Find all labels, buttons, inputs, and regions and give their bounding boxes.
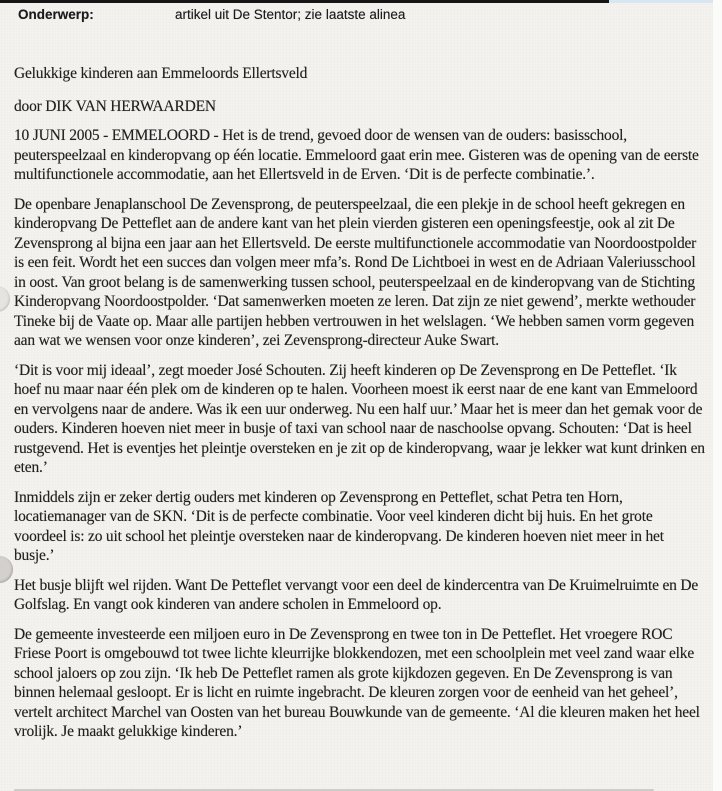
article-paragraph-1: 10 JUNI 2005 - EMMELOORD - Het is de trend, gevoed door de wensen van de ouders: basisschool, peuterspeelzaal en kinderopvang op één locatie. Emmeloord gaat erin mee. Gisteren was de opening van de eerste multifunctionele accommodatie, aan het Ellertsveld in de Erven. ‘Dit is de perfecte combinatie.’. [14,127,699,183]
article-paragraph-3: ‘Dit is voor mij ideaal’, zegt moeder José Schouten. Zij heeft kinderen op De Zevensprong en De Petteflet. ‘Ik hoef nu maar naar één plek om de kinderen op te halen. Voorheen moest ik eerst naar de ene kant van Emmeloord en vervolgens naar de andere. Was ik een uur onderweg. Nu een half uur.’ Maar het is meer dan het gemak voor de ouders. Kinderen hoeven niet meer in busje of taxi van school naar de naschoolse opvang. Schouten: ‘Dat is heel rustgevend. Het is eventjes het pleintje oversteken en je zit op de kinderopvang, waar je lekker wat kunt drinken en eten.’ [14,361,705,476]
article-paragraph-2: De openbare Jenaplanschool De Zevensprong, de peuterspeelzaal, die een plekje in de school heeft gekregen en kinderopvang De Petteflet aan de andere kant van het plein vierden gisteren een openingsfeestje, ook al zit De Zevensprong al bijna een jaar aan het Ellertsveld. De eerste multifunctionele accommodatie van Noordoostpolder is een feit. Wordt het een succes dan volgen meer mfa’s. Rond De Lichtboei in west en de Adriaan Valeriusschool in oost. Van groot belang is de samenwerking tussen school, peuterspeelzaal en de kinderopvang van de Stichting Kinderopvang Noordoostpolder. ‘Dat samenwerken moeten ze leren. Dat zijn ze niet gewend’, merkte wethouder Tineke bij de Vaate op. Maar alle partijen hebben vertrouwen in het welslagen. ‘We hebben samen vorm gegeven aan wat we wensen voor onze kinderen’, zei Zevensprong-directeur Auke Swart. [14,195,697,349]
article-paragraph-6: De gemeente investeerde een miljoen euro in De Zevensprong en twee ton in De Petteflet. Het vroegere ROC Friese Poort is omgebouwd tot twee lichte kleurrijke blokkendozen, met een schoolplein met veel zand waar elke school jaloers op zou zijn. ‘Ik heb De Petteflet ramen als grote kijkdozen gegeven. En De Zevensprong is van binnen helemaal gesloopt. Er is licht en ruimte ingebracht. De kleuren zorgen voor de eenheid van het geheel’, vertelt architect Marchel van Oosten van het bureau Bouwkunde van de gemeente. ‘Al die kleuren maken het heel vrolijk. Je maakt gelukkige kinderen.’ [14,625,700,740]
subject-value: artikel uit De Stentor; zie laatste alinea [175,7,406,22]
article-paragraph-5: Het busje blijft wel rijden. Want De Petteflet vervangt voor een deel de kindercentra van De Kruimelruimte en De Golfslag. En vangt ook kinderen van andere scholen in Emmeloord op. [14,576,699,613]
subject-label: Onderwerp: [18,7,94,22]
article-paragraph-4: Inmiddels zijn er zeker dertig ouders met kinderen op Zevensprong en Petteflet, schat Petra ten Horn, locatiemanager van de SKN. ‘Dit is de perfecte combinatie. Voor veel kinderen dicht bij huis. En het grote voordeel is: zo uit school het pleintje oversteken naar de kinderopvang. De kinderen hoeven niet meer in het busje.’ [14,488,664,564]
article-body [0,64,722,742]
subject-header [0,0,722,22]
article-byline: door DIK VAN HERWAARDEN [14,97,216,115]
article-title: Gelukkige kinderen aan Emmeloords Ellertsveld [14,65,308,82]
